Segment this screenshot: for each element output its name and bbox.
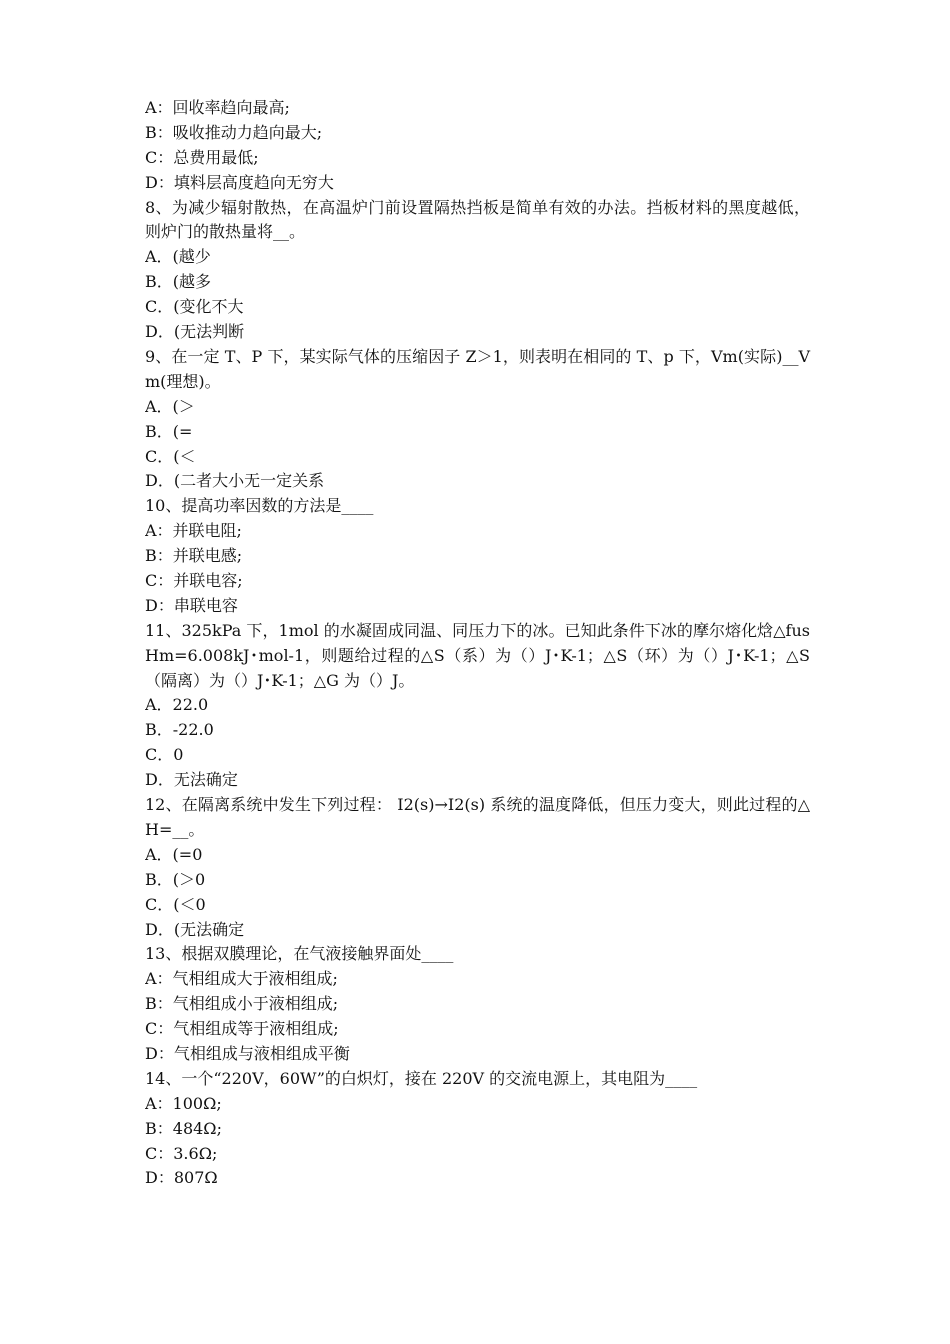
option-11a: A．22.0 [145, 695, 209, 715]
option-14d: D：807Ω [145, 1168, 218, 1188]
question-14-stem: 14、一个“220V，60W”的白炽灯，接在 220V 的交流电源上，其电阻为____ [145, 1068, 698, 1088]
option-14a: A：100Ω; [145, 1093, 222, 1113]
option-12c: C．(＜0 [145, 894, 206, 914]
option-11b: B．-22.0 [145, 720, 214, 740]
option-9a: A．(＞ [145, 396, 195, 416]
question-13 [145, 942, 810, 1066]
option-11c: C．0 [145, 745, 184, 765]
question-9-stem: 9、在一定 T、P 下，某实际气体的压缩因子 Z＞1，则表明在相同的 T、p 下，Vm(实际)__Vm(理想)。 [145, 346, 810, 391]
question-11 [145, 619, 810, 793]
option-8d: D．(无法判断 [145, 322, 245, 342]
option-9d: D．(二者大小无一定关系 [145, 471, 325, 491]
option-7c: C：总费用最低; [145, 147, 259, 167]
option-8b: B．(越多 [145, 272, 212, 292]
option-11d: D．无法确定 [145, 770, 238, 790]
question-11-stem: 11、325kPa 下，1mol 的水凝固成同温、同压力下的冰。已知此条件下冰的摩尔熔化焓△fusHm=6.008kJ･mol-1，则题给过程的△S（系）为（）J･K-1；△S（环）为（）J･K-1；△S（隔离）为（）J･K-1；△G 为（）J。 [145, 620, 810, 690]
option-12b: B．(＞0 [145, 869, 206, 889]
question-12-stem: 12、在隔离系统中发生下列过程： I2(s)→I2(s) 系统的温度降低，但压力变大，则此过程的△H=__。 [145, 795, 810, 839]
option-7a: A：回收率趋向最高; [145, 98, 290, 117]
option-14b: B：484Ω; [145, 1118, 222, 1138]
option-8c: C．(变化不大 [145, 297, 244, 317]
question-7-options [145, 96, 810, 196]
question-12 [145, 793, 810, 942]
option-12a: A．(=0 [145, 844, 203, 864]
question-8 [145, 196, 810, 345]
question-8-stem: 8、为减少辐射散热，在高温炉门前设置隔热挡板是简单有效的办法。挡板材料的黑度越低，则炉门的散热量将__。 [145, 197, 810, 242]
option-13b: B：气相组成小于液相组成; [145, 994, 339, 1014]
question-9 [145, 345, 810, 494]
question-13-stem: 13、根据双膜理论，在气液接触界面处____ [145, 944, 454, 964]
option-8a: A．(越少 [145, 247, 211, 267]
option-7b: B：吸收推动力趋向最大; [145, 122, 323, 142]
question-10 [145, 494, 810, 618]
option-10d: D：串联电容 [145, 595, 238, 615]
option-10a: A：并联电阻; [145, 521, 242, 541]
option-10b: B：并联电感; [145, 546, 243, 566]
option-13c: C：气相组成等于液相组成; [145, 1019, 339, 1039]
option-10c: C：并联电容; [145, 570, 243, 590]
option-13a: A：气相组成大于液相组成; [145, 969, 338, 989]
option-13d: D：气相组成与液相组成平衡 [145, 1043, 350, 1063]
option-12d: D．(无法确定 [145, 919, 245, 939]
question-10-stem: 10、提高功率因数的方法是____ [145, 496, 374, 516]
option-7d: D：填料层高度趋向无穷大 [145, 172, 334, 192]
option-9b: B．(= [145, 421, 193, 441]
option-14c: C：3.6Ω; [145, 1143, 218, 1163]
document-page [145, 96, 810, 1191]
question-14 [145, 1067, 810, 1191]
option-9c: C．(＜ [145, 446, 196, 466]
